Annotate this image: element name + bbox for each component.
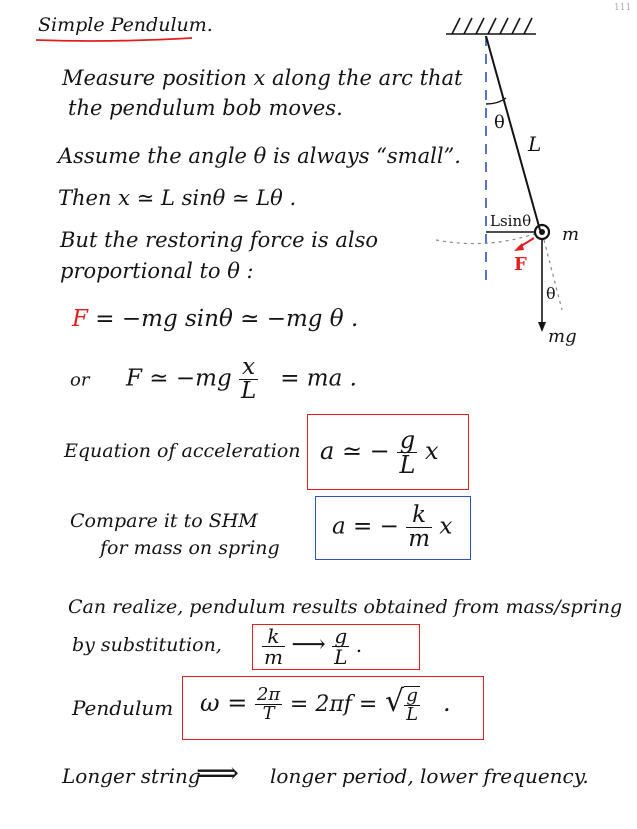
text-line-bob: the pendulum bob moves. — [68, 96, 343, 120]
diagram-lsin-label: Lsinθ — [490, 212, 532, 230]
page-title: Simple Pendulum. — [38, 14, 213, 36]
realize-line-2: by substitution, — [72, 634, 222, 656]
accel-label: Equation of acceleration — [64, 440, 301, 462]
pendulum-label: Pendulum — [72, 696, 174, 720]
pendulum-equation: ω = $\frac{2\pi}{T}$ = 2πf = √ $\frac{g}{L}$ . — [200, 684, 451, 725]
sqrt-sign: √ — [384, 684, 405, 719]
diagram-weight-label: mg — [548, 326, 577, 347]
text-line-restoring: But the restoring force is also — [60, 228, 379, 252]
realize-line-1: Can realize, pendulum results obtained from mass/spring — [68, 596, 623, 618]
x-over-L-fraction: $\frac{x}{L}$ — [240, 354, 257, 404]
conclusion-right: longer period, lower frequency. — [270, 764, 589, 788]
text-line-measure: Measure position x along the arc that — [62, 66, 463, 90]
diagram-theta-top: θ — [494, 112, 505, 133]
arc-path — [436, 232, 540, 244]
shm-equation: a = − $\frac{k}{m}$ x — [332, 502, 453, 552]
diagram-force-label: F — [514, 254, 527, 275]
conclusion-arrow: ⟹ — [196, 756, 240, 791]
substitution-expression: $\frac{k}{m}$ ⟶ $\frac{g}{L}$ . — [264, 624, 363, 669]
force-equation-2-left: F ≃ −mg — [126, 365, 232, 392]
force-expression: = −mg sinθ ≃ −mg θ . — [95, 306, 359, 332]
page-number: 111 — [614, 3, 632, 13]
substitution-arrow: ⟶ — [291, 630, 326, 658]
text-line-assume: Assume the angle θ is always “small”. — [58, 144, 461, 168]
text-line-proportional: proportional to θ : — [60, 259, 254, 283]
diagram-theta-bottom: θ — [546, 284, 556, 303]
accel-equation: a ≃ − $\frac{g}{L}$ x — [320, 426, 439, 479]
ceiling-support — [446, 18, 536, 34]
or-label: or — [70, 369, 90, 391]
force-equation-2-right: = ma . — [280, 365, 357, 392]
conclusion-left: Longer string — [62, 764, 201, 788]
diagram-length-label: L — [528, 132, 542, 156]
text-line-then: Then x ≃ L sinθ ≃ Lθ . — [58, 186, 297, 210]
shm-label-line-1: Compare it to SHM — [70, 510, 258, 532]
shm-label-line-2: for mass on spring — [100, 537, 280, 559]
diagram-mass-label: m — [562, 224, 580, 245]
force-symbol: F — [72, 306, 88, 332]
